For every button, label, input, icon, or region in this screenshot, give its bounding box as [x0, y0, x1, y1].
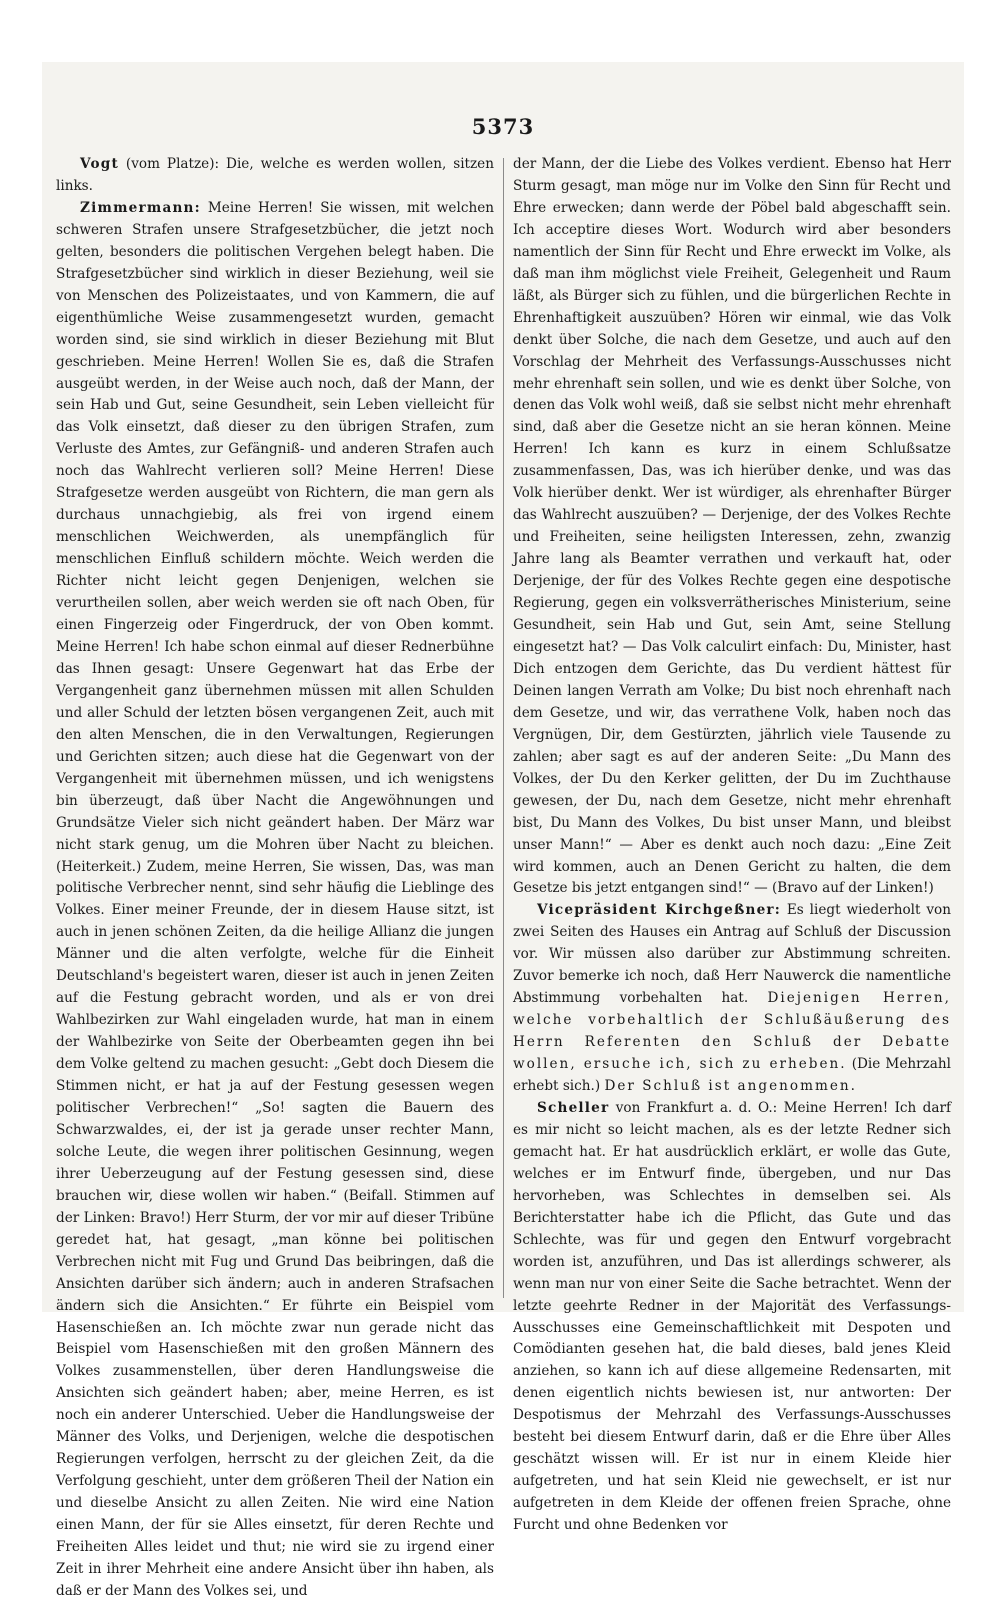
- page-number: 5373: [471, 114, 535, 139]
- speaker-name: Scheller: [537, 1099, 610, 1116]
- paragraph-text: der Mann, der die Liebe des Volkes verdient. Ebenso hat Herr Sturm gesagt, man möge nur im Volke den Sinn für Recht und Ehre erwecken; dann werde der Pöbel bald abgeschafft sein. Ich acceptire dieses Wort. Wodurch wird aber besonders namentlich der Sinn für Recht und Ehre erweckt im Volke, als daß man ihm möglichst viele Freiheit, Gelegenheit und Raum läßt, als Bürger sich zu fühlen, und die bürgerlichen Rechte in Ehrenhaftigkeit auszuüben? Hören wir einmal, wie das Volk denkt über Solche, die nach dem Gesetze, und auch auf den Vorschlag der Mehrheit des Verfassungs-Ausschusses nicht mehr ehrenhaft sein sollen, und wie es denkt über Solche, von denen das Volk wohl weiß, daß sie selbst nicht mehr ehrenhaft sind, daß aber die Gesetze nicht an sie heran können. Meine Herren! Ich kann es kurz in einem Schlußsatze zusammenfassen, Das, was ich hierüber denke, und was das Volk hierüber denkt. Wer ist würdiger, als ehrenhafter Bürger das Wahlrecht auszuüben? — Derjenige, der des Volkes Rechte und Freiheiten, seine heiligsten Interessen, zehn, zwanzig Jahre lang als Beamter verrathen und verkauft hat, oder Derjenige, der für des Volkes Rechte gegen eine despotische Regierung, gegen ein volksverrätherisches Ministerium, seine Gesundheit, sein Hab und Gut, sein Amt, seine Stellung eingesetzt hat? — Das Volk calculirt einfach: Du, Minister, hast Dich entzogen dem Gerichte, das Du verdient hättest für Deinen langen Verrath am Volke; Du bist noch ehrenhaft nach dem Gesetze, und wir, das verrathene Volk, haben noch das Vergnügen, Dir, dem Gestürzten, jährlich viele Tausende zu zahlen; aber sagt es auf der anderen Seite: „Du Mann des Volkes, der Du den Kerker gelitten, der Du im Zuchthause gewesen, der Du, nach dem Gesetze, nicht mehr ehrenhaft bist, Du Mann des Volkes, Du bist unser Mann, und bleibst unser Mann!“ — Aber es denkt auch noch dazu: „Eine Zeit wird kommen, auch an Denen Gericht zu halten, die dem Gesetze bis jetzt entgangen sind!“ — (Bravo auf der Linken!): [513, 156, 951, 897]
- paragraph-scheller: [513, 1098, 951, 1537]
- paragraph-vogt: [56, 154, 494, 198]
- spaced-motion-text: Diejenigen Herren, welche vorbehaltlich der Schlußäußerung des Herrn Referenten den Schluß der Debatte wollen, ersuche ich, sich zu erheben.: [513, 990, 951, 1073]
- column-divider: [503, 158, 504, 1298]
- speaker-note: (vom Platze):: [118, 156, 227, 172]
- newspaper-page: [42, 62, 964, 1599]
- paragraph-text: Es liegt wiederholt von zwei Seiten des Hauses ein Antrag auf Schluß der Discussion vor. Wir müssen also darüber zur Abstimmung schreiten. Zuvor bemerke ich noch, daß Herr Nauwerck die namentliche Abstimmung vorbehalten hat.: [513, 902, 951, 1007]
- paragraph-zimmermann: [56, 198, 494, 1603]
- paragraph-text: von Frankfurt a. d. O.: Meine Herren! Ich darf es mir nicht so leicht machen, als es der letzte Redner sich gemacht hat. Er hat ausdrücklich erklärt, er wolle das Gute, welches er im Entwurf finde, übergeben, und nur Das hervorheben, was Schlechtes in demselben sei. Als Berichterstatter habe ich die Pflicht, das Gute und das Schlechte, was für und gegen den Entwurf vorgebracht worden ist, anzuführen, und Das ist allerdings schwerer, als wenn man nur von einer Seite die Sache betrachtet. Wenn der letzte geehrte Redner in der Majorität des Verfassungs-Ausschusses eine Gemeinschaftlichkeit mit Despoten und Comödianten gesehen hat, die bald dieses, bald jenes Kleid anziehen, so kann ich auf diese allgemeine Redensarten, mit denen eigentlich nichts bewiesen ist, nur antworten: Der Despotismus der Mehrzahl des Verfassungs-Ausschusses besteht bei diesem Entwurf darin, daß er die Ehre über Alles geschätzt wissen will. Er ist nur in einem Kleide hier aufgetreten, und hat sein Kleid nie gewechselt, er ist nur aufgetreten in dem Kleide der offenen freien Sprache, ohne Furcht und ohne Bedenken vor: [513, 1099, 951, 1534]
- right-column: [513, 154, 951, 1534]
- paragraph-text: Die, welche es werden wollen, sitzen links.: [56, 156, 494, 194]
- paragraph-text: Meine Herren! Sie wissen, mit welchen schweren Strafen unsere Strafgesetzbücher, die jetzt noch gelten, besonders die politischen Vergehen belegt haben. Die Strafgesetzbücher sind wirklich in dieser Beziehung, weil sie von Menschen des Polizeistaates, und von Kammern, die auf eigenthümliche Weise zusammengesetzt wurden, gemacht worden sind, sie sind wirklich in dieser Beziehung mit Blut geschrieben. Meine Herren! Wollen Sie es, daß die Strafen ausgeübt werden, in der Weise auch noch, daß der Mann, der sein Hab und Gut, seine Gesundheit, sein Leben vielleicht für das Volk einsetzt, daß dieser zu den übrigen Strafen, zum Verluste des Amtes, zur Gefängniß- und anderen Strafen auch noch das Wahlrecht verlieren soll? Meine Herren! Diese Strafgesetze werden ausgeübt von Richtern, die man gern als durchaus unnachgiebig, als frei von irgend einem menschlichen Weichwerden, als unempfänglich für menschlichen Einfluß schildern möchte. Weich werden die Richter nicht leicht gegen Denjenigen, welchen sie verurtheilen sollen, aber weich werden sie oft nach Oben, für einen Fingerzeig oder Fingerdruck, der von Oben kommt. Meine Herren! Ich habe schon einmal auf dieser Rednerbühne das Ihnen gesagt: Unsere Gegenwart hat das Erbe der Vergangenheit ganz übernehmen müssen mit allen Schulden und aller Schuld der letzten bösen vergangenen Zeit, auch mit den alten Menschen, die in den Verwaltungen, Regierungen und Gerichten sitzen; auch diese hat die Gegenwart von der Vergangenheit mit übernehmen müssen, und ich wenigstens bin überzeugt, daß über Nacht die Angewöhnungen und Grundsätze Vieler sich nicht geändert haben. Der März war nicht stark genug, um die Mohren über Nacht zu bleichen. (Heiterkeit.) Zudem, meine Herren, Sie wissen, Das, was man politische Verbrecher nennt, sind sehr häufig die Lieblinge des Volkes. Einer meiner Freunde, der in diesem Hause sitzt, ist auch in jenen schönen Zeiten, da die heilige Allianz die jungen Männer und die alten verfolgte, welche für die Einheit Deutschland's begeistert waren, dieser ist auch in jenen Zeiten auf die Festung gebracht worden, und als er von drei Wahlbezirken zur Wahl eingeladen wurde, hat man in einem der Wahlbezirke von Seite der Oberbeamten gegen ihn bei dem Volke geltend zu machen gesucht: „Gebt doch Diesem die Stimmen nicht, er hat ja auf der Festung gesessen wegen politischer Verbrechen!“ „So! sagten die Bauern des Schwarzwaldes, ei, der ist ja gerade unser rechter Mann, solche Leute, die wegen ihrer politischen Gesinnung, wegen ihrer Ueberzeugung auf der Festung gesessen sind, diese brauchen wir, diese wollen wir haben.“ (Beifall. Stimmen auf der Linken: Bravo!) Herr Sturm, der vor mir auf dieser Tribüne geredet hat, hat gesagt, „man könne bei politischen Verbrechen nicht mit Fug und Grund Das beibringen, daß die Ansichten darüber sich ändern; auch in anderen Strafsachen ändern sich die Ansichten.“ Er führte ein Beispiel vom Hasenschießen an. Ich möchte zwar nun gerade nicht das Beispiel vom Hasenschießen mit den großen Männern des Volkes zusammenstellen, über deren Handlungsweise die Ansichten sich geändert haben; aber, meine Herren, es ist noch ein anderer Unterschied. Ueber die Handlungsweise der Männer des Volks, und Derjenigen, welche die despotischen Regierungen verfolgen, herrscht zu der gleichen Zeit, da die Verfolgung geschieht, unter dem größeren Theil der Nation ein und dieselbe Ansicht zu allen Zeiten. Nie wird eine Nation einen Mann, der für sie Alles einsetzt, für deren Rechte und Freiheiten Alles leidet und thut; nie wird sie zu irgend einer Zeit in ihrer Mehrheit eine andere Ansicht über ihn haben, als daß er der Mann des Volkes sei, und: [56, 199, 494, 1599]
- speaker-name: Vogt: [80, 156, 119, 172]
- paragraph-continuation: [513, 154, 951, 900]
- left-column: [56, 154, 494, 1599]
- speaker-name: Vicepräsident Kirchgeßner:: [537, 902, 781, 919]
- spaced-result-text: Der Schluß ist angenommen.: [604, 1078, 857, 1095]
- paragraph-kirchgessner: [513, 900, 951, 1098]
- paragraph-text: (Die Mehrzahl erhebt sich.): [513, 1056, 951, 1095]
- speaker-name: Zimmermann:: [80, 199, 201, 216]
